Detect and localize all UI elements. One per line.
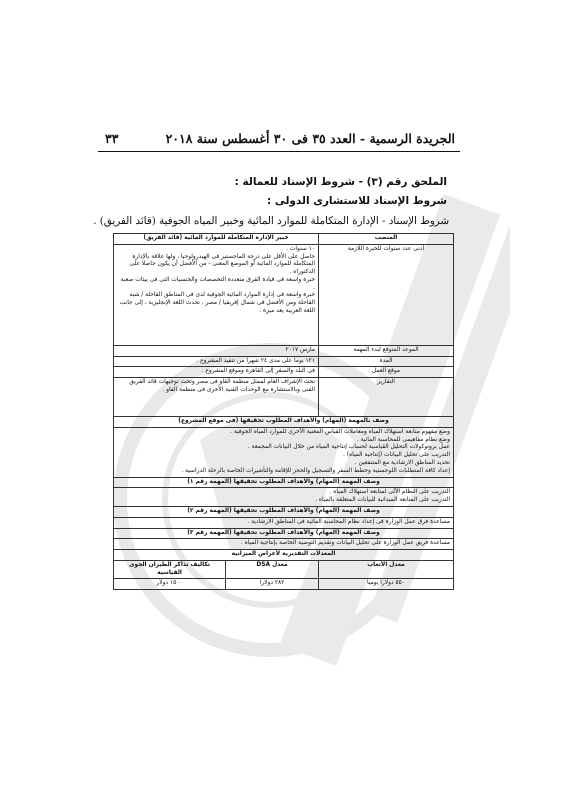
budget-heading: المعدلات التقديرية لأغراض الميزانية	[114, 550, 454, 561]
table-row	[114, 378, 454, 417]
table-row	[114, 356, 454, 367]
table-row	[114, 345, 454, 356]
experience-line: خبرة واسعة فى قيادة الفرق متعددة التخصصات والجنسيات التى فى بيئات صعبة .	[120, 276, 315, 291]
section-title: شروط الإسناد للاستشارى الدولى :	[267, 195, 447, 207]
table-row	[114, 506, 454, 517]
budget-col-airfare: تكاليف تذاكر الطيران الجوى القياسية	[114, 560, 226, 579]
task3-heading: وصف المهمة (المهام) والأهداف المطلوب تحقيقها (المهمة رقم ٣)	[114, 528, 454, 539]
table-row	[114, 550, 454, 561]
position-value: خبير الإدارة المتكاملة للموارد المائية (قائد الفريق)	[114, 234, 319, 245]
location-value: فى البلد والسفر إلى القاهرة وموقع المشروع .	[114, 367, 319, 378]
task3-cell	[114, 539, 454, 550]
task1-line: التدريب على المتابعة الميدانية للبيانات المتعلقة بالمياه .	[315, 497, 450, 504]
reports-value: تحت الإشراف العام لممثل منظمة الفاو فى مصر وتحت توجيهات قائد الفريق الفنى وبالاستشارة مع الوحدات الفنية الأخرى فى منظمة الفاو .	[114, 378, 319, 417]
document-title: شروط الإسناد - الإدارة المتكاملة للموارد المائية وخبير المياه الجوفية (قائد الفريق) .	[93, 215, 449, 227]
position-label: المنصب	[319, 234, 454, 245]
task-line: وضع مفهوم متابعة استهلاك المياه ومعاملات القياس المعنية الأخرى للموارد المياه الجوفية .	[230, 428, 450, 435]
task1-heading: وصف المهمة (المهام) والأهداف المطلوب تحقيقها (المهمة رقم ١)	[114, 477, 454, 488]
table-row	[114, 517, 454, 528]
experience-line: حاصل على الأقل على درجة الماجستير فى الهيدرولوجيا ، ولها علاقة بالإدارة المتكاملة للموارد المائية أو الموضع المعنى - من الأفضل أن يكون حاصلا على الدكتوراه .	[129, 253, 315, 276]
task-desc-cell	[114, 427, 454, 477]
task-line: تحديد المناطق الارشادية مع المتنفعين .	[354, 460, 450, 467]
task3-line: مساعدة فريق عمل الوزارة على تحليل البيانات وتقديم التوصية الخاصة بإنتاجية المياه .	[240, 540, 450, 547]
header-rule	[98, 151, 460, 152]
page-header	[105, 128, 455, 148]
start-value: مارس ٢٠١٧	[114, 345, 319, 356]
table-row	[114, 539, 454, 550]
start-label: الموعد المتوقع لبدء المهمة	[319, 345, 454, 356]
location-label: موقع العمل	[319, 367, 454, 378]
task-desc-heading: وصف بالمهمة (المهام) والأهداف المطلوب تحقيقها (فى موقع المشروع)	[114, 417, 454, 428]
table-row	[114, 477, 454, 488]
table-row	[114, 244, 454, 345]
task1-line: التدريب على النظام الآلى لمتابعة استهلاك المياه .	[329, 489, 450, 496]
duration-value: ١٢١ يوما على مدى ٢٤ شهرا من تنفيذ المشروع .	[114, 356, 319, 367]
experience-cell	[114, 244, 319, 345]
duration-label: المدة	[319, 356, 454, 367]
table-row	[114, 560, 454, 579]
table-row	[114, 367, 454, 378]
table-row	[114, 528, 454, 539]
budget-col-fee: معدل الأتعاب	[319, 560, 454, 579]
annex-title: الملحق رقم (٣) - شروط الإسناد للعمالة :	[234, 176, 447, 188]
task-line: وضع نظام مفاهيمى للمحاسبة المائية .	[356, 436, 450, 443]
budget-col-dsa: معدل DSA	[226, 560, 319, 579]
experience-line: ١٠ سنوات .	[286, 245, 315, 252]
task-line: التدريب على تحليل البيانات (إنتاجية المياه) .	[343, 452, 450, 459]
table-row	[114, 488, 454, 507]
task2-cell	[114, 517, 454, 528]
reports-label: التقارير	[319, 378, 454, 417]
table-row	[114, 417, 454, 428]
task2-heading: وصف المهمة (المهام) والأهداف المطلوب تحقيقها (المهمة رقم ٢)	[114, 506, 454, 517]
table-row	[114, 579, 454, 590]
budget-val-fee: ٥٥٠ دولارا يوميا	[319, 579, 454, 590]
task2-line: مساعدة فرق عمل الوزارة فى إعداد نظام المحاسبة المائية فى المناطق الارشادية .	[247, 518, 450, 525]
task-line: إعداد كافة المتطلبات اللوجستية وخطط السفر والتسجيل والحجز للإقامة والتأشيرات الخاصة بالرحلة الدراسية .	[181, 467, 450, 474]
table-row	[114, 427, 454, 477]
table-row	[114, 234, 454, 245]
task1-cell	[114, 488, 454, 507]
page-number: ٣٣	[105, 130, 119, 146]
terms-table	[113, 233, 454, 590]
budget-val-airfare: ١٥٠٠ دولار	[114, 579, 226, 590]
header-title: الجريدة الرسمية - العدد ٣٥ فى ٣٠ أغسطس سنة ٢٠١٨	[165, 130, 455, 146]
experience-label: أدنى عدد سنوات للخبرة اللازمة	[319, 244, 454, 345]
experience-line: خبرة واسعة فى إدارة الموارد المائية الجوفية لدى فى المناطق القاحلة / شبه القاحلة ومن الأفضل فى شمال إفريقيا / مصر . تحدث اللغة الإنجليزية ، إلى جانب اللغة العربية يعد ميزة .	[119, 292, 315, 315]
task-line: عمل بروتوكولات التحليل القياسية لحساب إنتاجية المياه من خلال البيانات المجمعة .	[247, 444, 450, 451]
budget-val-dsa: ٢٨٢ دولارا	[226, 579, 319, 590]
